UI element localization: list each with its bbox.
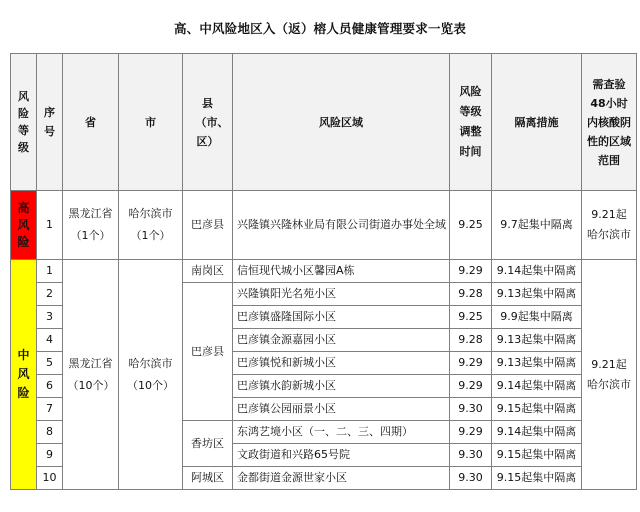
adjust-time-cell: 9.29: [450, 352, 492, 375]
area-cell: 巴彦镇金源嘉园小区: [233, 329, 450, 352]
adjust-time-cell: 9.25: [450, 306, 492, 329]
nat-scope-cell: 9.21起哈尔滨市: [582, 191, 637, 260]
risk-table: [10, 53, 637, 490]
county-cell: 巴彦县: [183, 283, 233, 421]
measure-cell: 9.13起集中隔离: [492, 352, 582, 375]
nat-scope-cell: 9.21起哈尔滨市: [582, 260, 637, 490]
area-cell: 金都街道金源世家小区: [233, 467, 450, 490]
seq-cell: 6: [37, 375, 63, 398]
seq-cell: 5: [37, 352, 63, 375]
header-area: 风险区域: [233, 54, 450, 191]
area-cell: 信恒现代城小区馨园A栋: [233, 260, 450, 283]
measure-cell: 9.13起集中隔离: [492, 283, 582, 306]
adjust-time-cell: 9.30: [450, 467, 492, 490]
county-cell: 巴彦县: [183, 191, 233, 260]
area-cell: 东鸿艺境小区（一、二、三、四期）: [233, 421, 450, 444]
adjust-time-cell: 9.29: [450, 421, 492, 444]
adjust-time-cell: 9.30: [450, 444, 492, 467]
measure-cell: 9.14起集中隔离: [492, 421, 582, 444]
seq-cell: 10: [37, 467, 63, 490]
measure-cell: 9.13起集中隔离: [492, 329, 582, 352]
adjust-time-cell: 9.25: [450, 191, 492, 260]
area-cell: 巴彦镇水韵新城小区: [233, 375, 450, 398]
area-cell: 巴彦镇悦和新城小区: [233, 352, 450, 375]
area-cell: 巴彦镇盛隆国际小区: [233, 306, 450, 329]
seq-cell: 4: [37, 329, 63, 352]
seq-cell: 2: [37, 283, 63, 306]
city-cell: 哈尔滨市（1个）: [119, 191, 183, 260]
header-county: 县（市、区）: [183, 54, 233, 191]
adjust-time-cell: 9.30: [450, 398, 492, 421]
measure-cell: 9.15起集中隔离: [492, 467, 582, 490]
measure-cell: 9.14起集中隔离: [492, 375, 582, 398]
measure-cell: 9.15起集中隔离: [492, 398, 582, 421]
area-cell: 兴隆镇阳光名苑小区: [233, 283, 450, 306]
header-measure: 隔离措施: [492, 54, 582, 191]
header-seq: 序号: [37, 54, 63, 191]
header-nat-scope: 需查验48小时内核酸阴性的区域范围: [582, 54, 637, 191]
seq-cell: 3: [37, 306, 63, 329]
seq-cell: 1: [37, 260, 63, 283]
county-cell: 阿城区: [183, 467, 233, 490]
header-level: 风险等级: [11, 54, 37, 191]
adjust-time-cell: 9.29: [450, 260, 492, 283]
header-city: 市: [119, 54, 183, 191]
measure-cell: 9.15起集中隔离: [492, 444, 582, 467]
area-cell: 文政街道和兴路65号院: [233, 444, 450, 467]
area-cell: 兴隆镇兴隆林业局有限公司街道办事处全域: [233, 191, 450, 260]
county-cell: 香坊区: [183, 421, 233, 467]
seq-cell: 9: [37, 444, 63, 467]
measure-cell: 9.9起集中隔离: [492, 306, 582, 329]
county-cell: 南岗区: [183, 260, 233, 283]
province-cell: 黑龙江省（10个）: [63, 260, 119, 490]
measure-cell: 9.7起集中隔离: [492, 191, 582, 260]
header-row: [11, 54, 637, 191]
adjust-time-cell: 9.29: [450, 375, 492, 398]
seq-cell: 1: [37, 191, 63, 260]
high-risk-row: [11, 191, 637, 260]
seq-cell: 7: [37, 398, 63, 421]
city-cell: 哈尔滨市（10个）: [119, 260, 183, 490]
page-title: 高、中风险地区入（返）榕人员健康管理要求一览表: [173, 21, 467, 36]
mid-risk-level-cell: 中风险: [11, 260, 37, 490]
measure-cell: 9.14起集中隔离: [492, 260, 582, 283]
seq-cell: 8: [37, 421, 63, 444]
adjust-time-cell: 9.28: [450, 329, 492, 352]
header-adjust-time: 风险等级调整时间: [450, 54, 492, 191]
area-cell: 巴彦镇公园丽景小区: [233, 398, 450, 421]
table-row: [11, 260, 637, 283]
high-risk-level-cell: 高风险: [11, 191, 37, 260]
header-province: 省: [63, 54, 119, 191]
adjust-time-cell: 9.28: [450, 283, 492, 306]
province-cell: 黑龙江省（1个）: [63, 191, 119, 260]
